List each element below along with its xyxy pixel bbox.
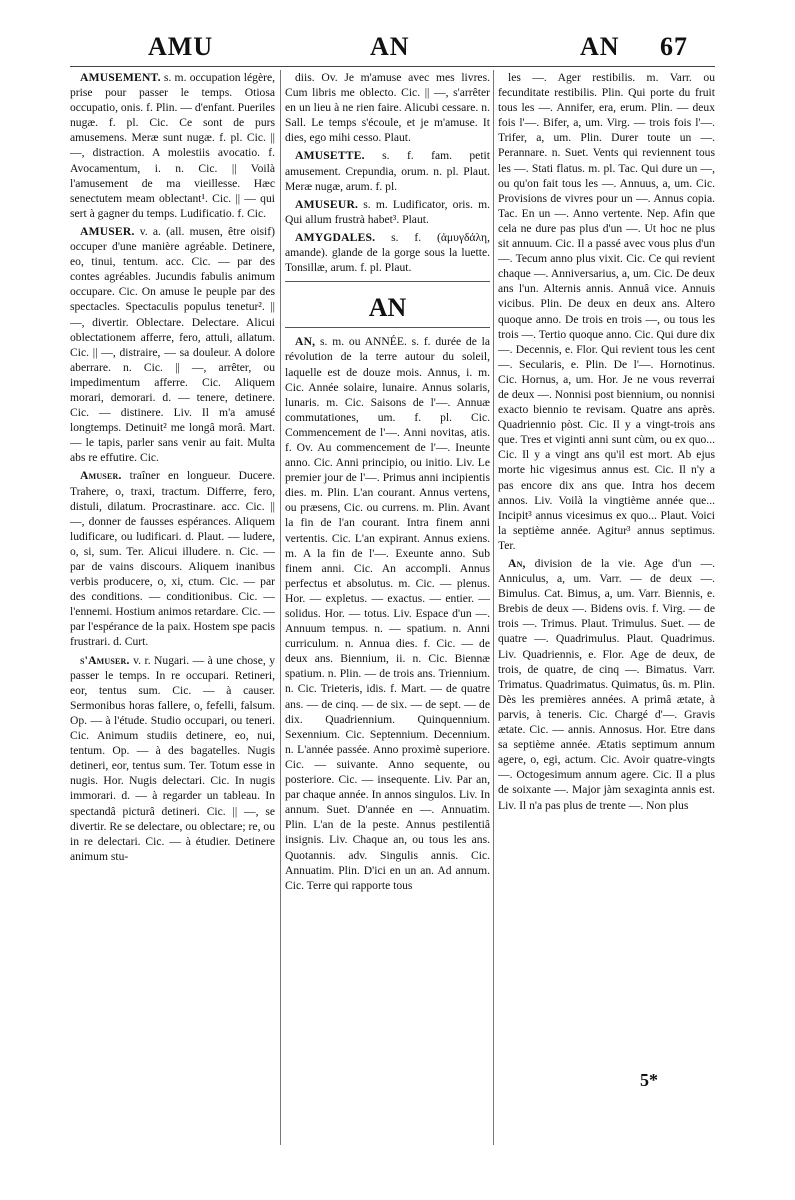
dictionary-entry (70, 224, 275, 466)
running-header (70, 32, 715, 66)
entry-text: s. m. occupation légère, prise pour passer le temps. Otiosa occupatio, onis. f. Plin. — d'enfant. Pueriles nugæ. f. pl. Cic. Ce sont de purs amusemens. Meræ sunt nugæ. f. pl. Cic. || —, distraction. A molestiis avocatio. f. Avocamentum, i. n. Cic. || Voilà l'amusement de ma vieillesse. Hæc senectutem meam oblectant¹. Cic. || — qui sert à gagner du temps. Ludificatio. f. Cic. (70, 71, 275, 220)
dictionary-entry (285, 70, 490, 145)
entry-text: division de la vie. Age d'un —. Anniculus, a, um. Varr. — de deux —. Bimulus. Cat. Bimus, a, um. Varr. Biennis, e. Brebis de deux —. Bidens ovis. f. Virg. — de trois —. Trimus. Plaut. Trimulus. Suet. — de quatre —. Quadrimulus. Plaut. Quadrimus. Liv. Quadriennis, e. Flor. Age de deux, de trois, de quatre, de cinq —. Bimatus. Varr. Trimatus. Quadrimatus. Quimatus, ûs. m. Plin. Dès les premières années. A primâ ætate, à parvis, à teneris. Cic. Chargé d'—. Gravis ætate. Cic. — annis. Annosus. Hor. Etre dans sa septième année. Ætatis septimum annum agere, o, egi, actum. Cic. Avoir quatre-vingts —. Octogesimum annum agere. Cic. Il a plus de soixante —. Major jàm sexaginta annis est. Liv. Il n'a pas plus de trente —. Non plus (498, 557, 715, 812)
header-right-guide-word: AN (580, 32, 620, 61)
entry-text: s. f. (ἀμυγδάλη, amande). glande de la gorge sous la luette. Tonsillæ, arum. f. pl. Plaut. (285, 230, 490, 275)
header-left-guide-word: AMU (148, 32, 214, 61)
entry-text: v. a. (all. musen, être oisif) occuper d'une manière agréable. Detinere, eo, tinui, tentum. acc. Cic. — par des contes agréables. Jucundis fabulis animum occupare. Cic. On amuse le peuple par des spectacles. Spectaculis populus tenetur². || —, divertir. Oblectare. Delectare. Alicui oblectationem afferre, fero, attuli, allatum. Cic. || —, distraire, — sa douleur. A dolore aberrare. n. Cic. || —, arrêter, ou impedimentum afferre. Cic. Aliquem morari, demorari. d. — tenere, detinere. Cic. — distinere. Liv. Il m'a amusé longtemps. Detinuit² me longâ morâ. Mart. — le tapis, parler sans venir au fait. Multa abs re effutire. Cic. (70, 224, 275, 465)
headword: s'Amuser. (80, 653, 130, 667)
entry-text: les —. Ager restibilis. m. Varr. ou fecunditate restibilis. Plin. Qui porte du fruit tous les —. Annifer, era, erum. Plin. — deux fois l'—. Bifer, a, um. Virg. — trois fois l'—. Trifer, a, um. Plin. Durer toute un —. Perannare. n. Suet. Vents qui reviennent tous les —. Stati flatus. m. pl. Tac. Qui dure un —, ou qu'on fait tous les —. Annuus, a, um. Cic. Provisions de vivres pour un —. Annus copia. Tac. En un —. Anno vertente. Nep. Afin que cela ne dure pas plus d'un —. Ut hoc ne plus sit annuum. Cic. Il a passé avec vous plus d'un —. Tecum anno plus vixit. Cic. Ce qui revient chaque —. Anniversarius, a, um. Cic. De deux ans l'un. Alternis annis. Annuâ vice. Annuis vicibus. Plin. De deux en deux ans. Altero quoque anno. De trois en trois —, ou tous les trois —. Tertio quoque anno. Cic. Qui dure dix —. Decennis, e. Flor. Qui revient tous les cent —. Secularis, e. Plin. De l'—. Hornotinus. Cic. Hornus, a, um. Hor. Je ne vous reverrai de deux —. Nonnisi post biennium, ou nonnisi exacto biennio te revisam. Quatre ans après. Quadriennio pòst. Cic. Il y a vingt-trois ans que. Tres et viginti anni sunt cùm, ou ex quo... Cic. Il y a vingt ans qu'il est mort. Ab ejus morte hic vigesimus annus est. Cic. Il n'y a pas encore dix ans que. Intra hos decem annos. Liv. Voilà la vingtième année que... Incipit³ annus vicesimus ex quo... Plaut. Voici la septième année. Agitur³ annus septimus. Ter. (498, 71, 715, 552)
entry-text: s. f. fam. petit amusement. Crepundia, orum. n. pl. Plaut. Meræ nugæ, arum. f. pl. (285, 149, 490, 193)
dictionary-entry (285, 334, 490, 892)
entry-text: diis. Ov. Je m'amuse avec mes livres. Cum libris me oblecto. Cic. || —, s'arrêter en un lieu à ne rien faire. Alicubi cessare. n. Sall. Le temps s'écoule, et je m'amuse. It dies, ego mihi cesso. Plaut. (285, 71, 490, 145)
dictionary-entry (70, 653, 275, 864)
column-1 (70, 70, 275, 1150)
header-center-guide-word: AN (370, 32, 410, 61)
dictionary-entry (285, 230, 490, 275)
column-2 (285, 70, 490, 1150)
entry-text: traîner en longueur. Ducere. Trahere, o, traxi, tractum. Differre, fero, distuli, dilatum. Procrastinare. acc. Cic. || —, donner de fausses espérances. Aliquem ludificare, ou ludificari. d. Plaut. — ludere, o, si, sum. Ter. Alicui illudere. n. Cic. — par de vains discours. Aliquem inanibus verbis producere, o, xi, ctum. Cic. — par des conditions. — conditionibus. Cic. — l'ennemi. Hostium animos retardare. Cic. — par l'espérance de la paix. Hostem spe pacis frustrari. d. Curt. (70, 469, 275, 649)
signature-mark: 5* (640, 1070, 658, 1090)
entry-text: v. r. Nugari. — à une chose, y passer le temps. In re occupari. Retineri, eor, tentus sum. Cic. — à causer. Sermonibus horas fallere, o, fefelli, falsum. Op. — à l'étude. Studio occupari, ou teneri. Cic. Animum studiis detinere, eo, nui, tentum. Op. — à des bagatelles. Nugis detineri, eor, tentus sum. Ter. Totum esse in nugis. Hor. Nugis delectari. Cic. In nugis immorari. d. — à regarder un tableau. In spectandâ picturâ detineri. Cic. || —, se divertir. Re se delectare, ou oblectare; re, ou in re delectari. Cic. — à étudier. Detinere animum stu- (70, 653, 275, 863)
headword: An, (508, 557, 526, 570)
dictionary-entry (285, 148, 490, 193)
section-title: AN (368, 293, 407, 323)
dictionary-entry (285, 197, 490, 227)
entry-text: s. m. Ludificator, oris. m. Qui allum frustrà habet³. Plaut. (285, 197, 490, 226)
header-rule (70, 66, 715, 67)
dictionary-entry (70, 70, 275, 221)
entry-text: s. m. ou ANNÉE. s. f. durée de la révolution de la terre autour du soleil, laquelle est de douze mois. Annus, i. m. Cic. Année solaire, lunaire. Annus solaris, lunaris. m. Cic. Saisons de l'—. Annuæ commutationes, um. f. pl. Cic. Commencement de l'—. Anni novitas, atis. f. Ov. Au commencement de l'—. Ineunte anno. Cic. Anni principio, ou initio. Liv. Le premier jour de l'—. Primus anni incipientis dies. m. Plin. L'an courant. Annus vertens, ou præsens, Cic. ou currens. m. Plin. Avant la fin de l'an courant. Intra finem anni vertentis. Cic. L'an expirant. Annus exiens. m. A la fin de l'—. Exeunte anno. Sub finem anni. Cic. An accompli. Annus perfectus et absolutus. m. Cic. — plenus. Hor. — expletus. — exactus. — entier. — solidus. Hor. — totus. Liv. Espace d'un —. Annuum tempus. n. — spatium. n. Anni curriculum. n. Annua dies. f. Cic. — de deux ans. Biennium, ii. n. Cic. Biennæ spatium. n. Plin. — de trois ans. Triennium. n. Cic. Trieteris, idis. f. Mart. — de quatre ans. — de cinq. — de six. — de sept. — de dix. Quadriennium. Quinquennium. Sexennium. Cic. Septennium. Decennium. n. L'année passée. Anno proximè superiore. Cic. — suivante. Anno sequente, ou posteriore. Cic. — insequente. Liv. Par an, par chaque année. In annos singulos. Liv. In annum. Suet. D'année en —. Annuatim. Plin. L'an de la peste. Annus pestilentiâ insignis. Liv. Chaque an, ou tous les ans. Quotannis. adv. Singulis annis. Cic. Annuatim. Plin. D'ici en un an. Ad annum. Cic. Terre qui rapporte tous (285, 335, 490, 892)
headword: AMYGDALES. (295, 230, 376, 244)
dictionary-entry (70, 468, 275, 649)
section-rule (285, 327, 490, 328)
headword: AMUSEMENT. (80, 71, 161, 84)
dictionary-entry (498, 70, 715, 553)
headword: AMUSETTE. (295, 149, 365, 163)
page-number: 67 (660, 32, 688, 61)
column-divider (280, 70, 281, 1145)
section-rule (285, 281, 490, 282)
column-3 (498, 70, 715, 1150)
dictionary-entry (498, 556, 715, 813)
headword: AMUSEUR. (295, 197, 359, 211)
headword: AMUSER. (80, 224, 135, 238)
headword: AN, (295, 335, 316, 349)
headword: Amuser. (80, 469, 122, 483)
column-divider (493, 70, 494, 1145)
